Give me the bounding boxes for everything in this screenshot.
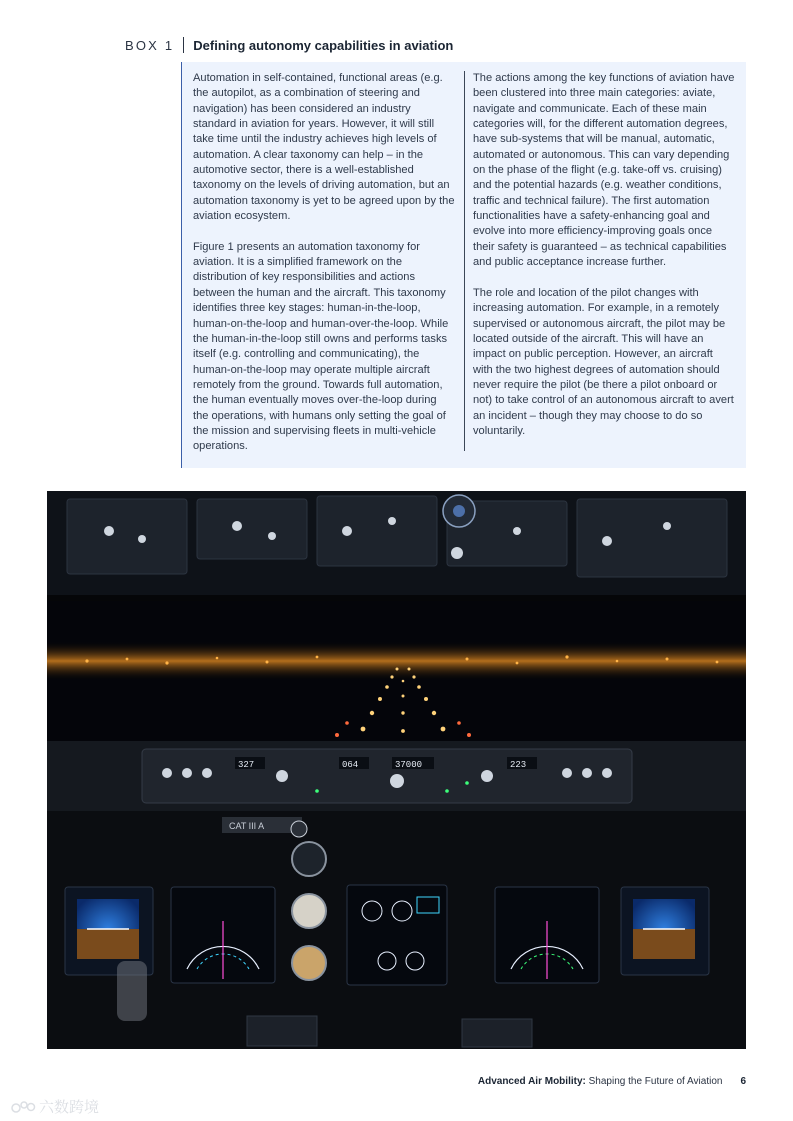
mcp-altitude: 37000 bbox=[395, 760, 423, 770]
watermark-text: 六数跨境 bbox=[39, 1098, 100, 1116]
mcp-heading: 064 bbox=[342, 760, 359, 770]
watermark-logo-icon bbox=[10, 1099, 36, 1115]
panel-accent-rule bbox=[181, 62, 182, 468]
right-column bbox=[473, 71, 735, 455]
footer-publication-bold: Advanced Air Mobility: bbox=[477, 1076, 586, 1087]
watermark bbox=[10, 1096, 99, 1117]
box-label: BOX 1 bbox=[125, 37, 175, 53]
text-panel bbox=[181, 62, 746, 468]
column-separator bbox=[464, 71, 465, 451]
mcp-course-left: 327 bbox=[238, 760, 255, 770]
page-footer bbox=[478, 1076, 746, 1087]
cockpit-photo bbox=[47, 491, 746, 1049]
box-header bbox=[125, 36, 453, 54]
left-column bbox=[193, 71, 455, 470]
mcp-course-right: 223 bbox=[510, 760, 527, 770]
right-paragraph-1: The actions among the key functions of aviation have been clustered into three main categories: aviate, navigate and communicate. Each of these main categories will, for the different automation degrees, have sub-systems that will be manual, automatic, automated or autonomous. This can vary depending on the phase of the flight (e.g. take-off vs. cruising) and the potential hazards (e.g. weather conditions, traffic and technical failure). The first automation functionalities have a safety-enhancing goal and evolve into more efficiency-improving goals once their safety is guaranteed – as technical capabilities and public acceptance increase further. bbox=[473, 72, 735, 269]
right-paragraph-2: The role and location of the pilot changes with increasing automation. For example, in a remotely supervised or autonomous aircraft, the pilot may be located outside of the aircraft. This will have an impact on public perception. However, an aircraft with the two highest degrees of automation should never require the pilot (be there a pilot onboard or not) to take control of an autonomous aircraft to avert an incident – though they may choose to do so voluntarily. bbox=[473, 286, 734, 437]
left-paragraph-1: Automation in self-contained, functional areas (e.g. the autopilot, as a combination of steering and navigation) has been considered an industry standard in aviation for years. However, it will still take time until the industry achieves high levels of automation. A clear taxonomy can help – in the automotive sector, there is a well-established taxonomy on the levels of driving automation, but an automation taxonomy is yet to be agreed upon by the aviation ecosystem. bbox=[193, 72, 455, 223]
footer-publication-rest: Shaping the Future of Aviation bbox=[585, 1076, 723, 1087]
left-paragraph-2: Figure 1 presents an automation taxonomy for aviation. It is a simplified framework on the distribution of key responsibilities and actions between the human and the aircraft. This taxonomy identifies three key stages: human-in-the-loop, human-on-the-loop and human-over-the-loop. While the human-in-the-loop still owns and performs tasks itself (e.g. controlling and communicating), the human-on-the-loop may operate multiple aircraft remotely from the ground. Towards full automation, the human eventually moves over-the-loop during the operations, with humans only setting the goal of the mission and supervising fleets in multi-vehicle operations. bbox=[193, 240, 449, 453]
panel-label: CAT III A bbox=[229, 821, 265, 831]
cockpit-illustration bbox=[47, 491, 746, 1049]
box-title: Defining autonomy capabilities in aviation bbox=[193, 37, 454, 53]
header-divider bbox=[183, 37, 184, 53]
page-number: 6 bbox=[740, 1076, 746, 1087]
